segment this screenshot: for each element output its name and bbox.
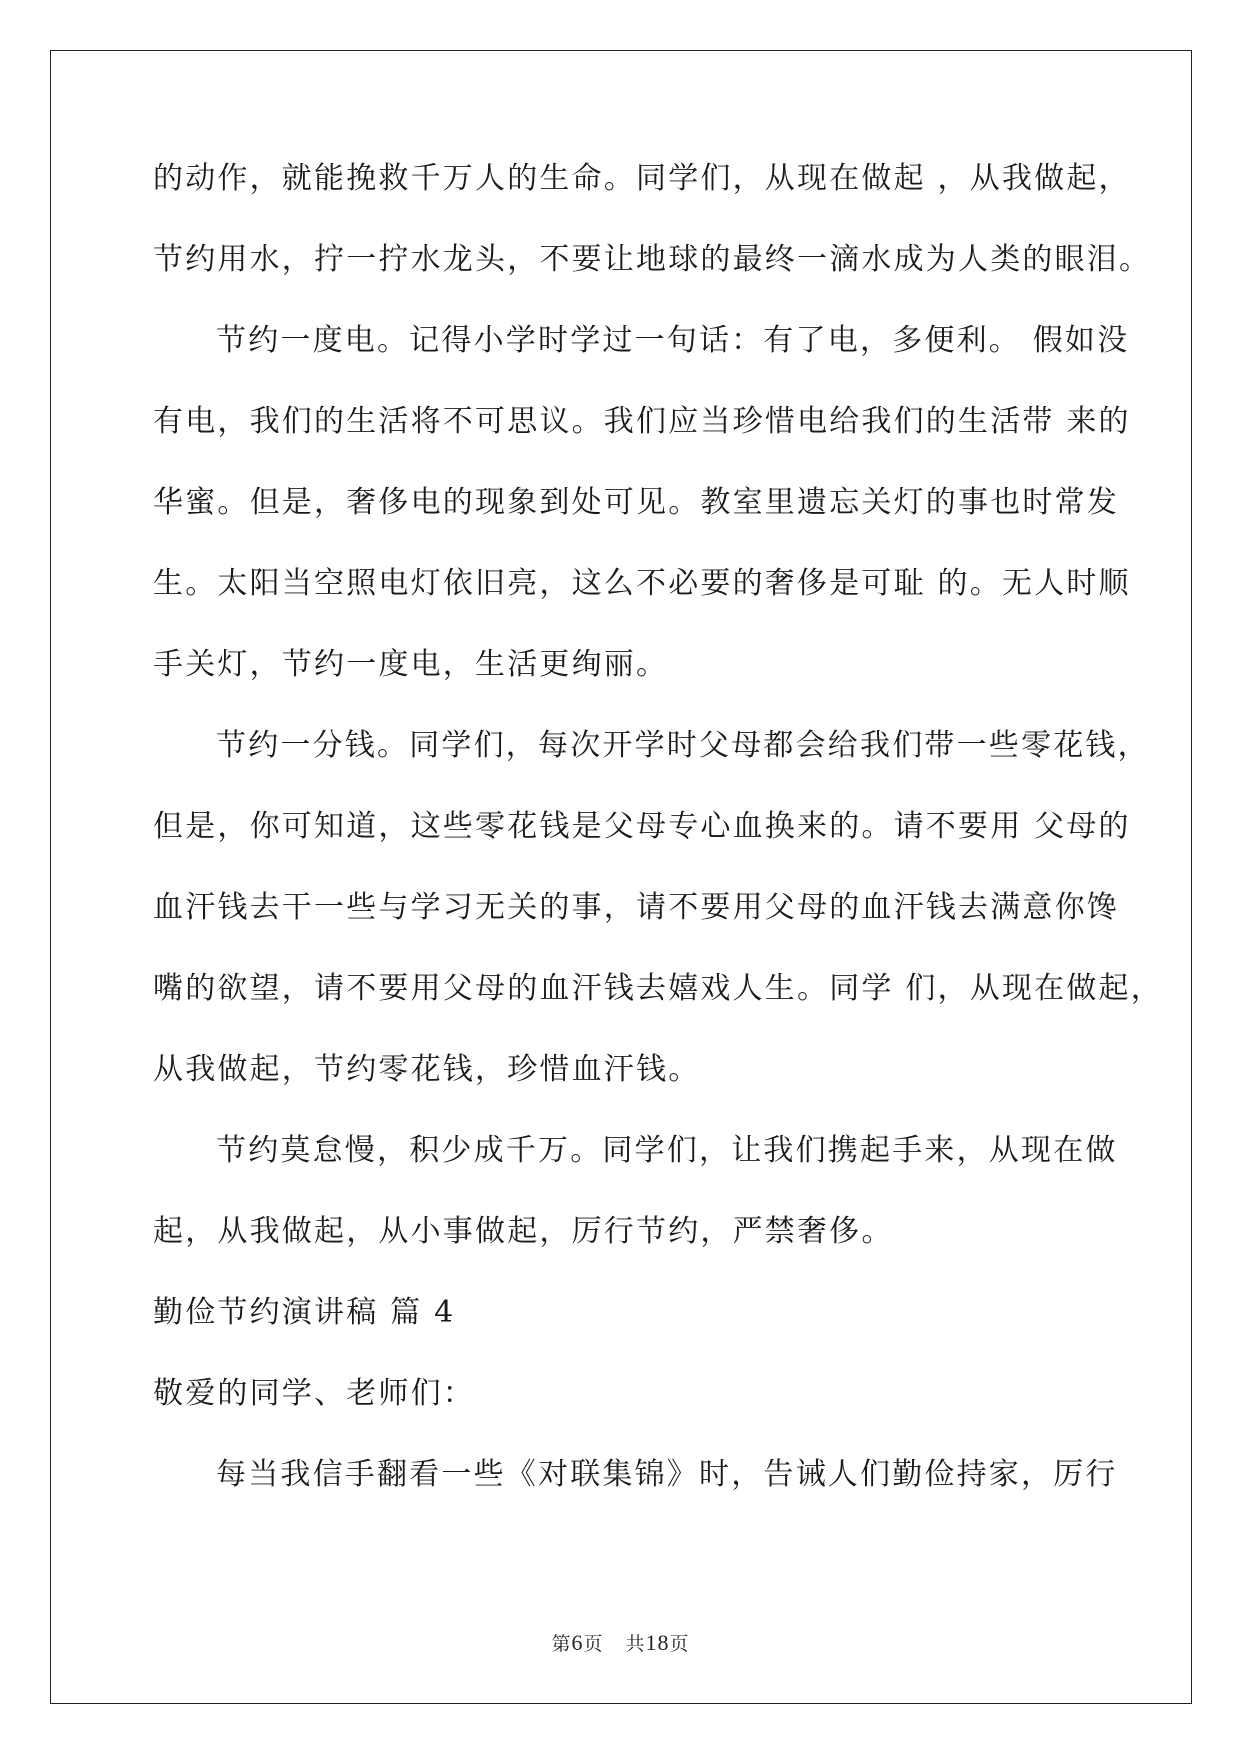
text-line: 血汗钱去干一些与学习无关的事，请不要用父母的血汗钱去满意你馋 — [153, 890, 1119, 925]
page-label-suffix: 页 — [583, 1633, 604, 1655]
current-page-number: 6 — [571, 1630, 584, 1655]
paragraph-start-line: 每当我信手翻看一些《对联集锦》时，告诫人们勤俭持家，厉行 — [216, 1457, 1118, 1492]
text-line: 起，从我做起，从小事做起，厉行节约，严禁奢侈。 — [153, 1214, 894, 1249]
page-footer — [0, 1629, 1241, 1656]
total-label-suffix: 页 — [669, 1633, 690, 1655]
text-line: 从我做起，节约零花钱，珍惜血汗钱。 — [153, 1052, 701, 1087]
text-line: 华蜜。但是，奢侈电的现象到处可见。教室里遗忘关灯的事也时常发 — [153, 485, 1119, 520]
paragraph-start-line: 节约一度电。记得小学时学过一句话：有了电，多便利。 假如没 — [216, 323, 1130, 358]
paragraph-start-line: 节约莫怠慢，积少成千万。同学们，让我们携起手来，从现在做 — [216, 1133, 1118, 1168]
text-line: 节约用水，拧一拧水龙头，不要让地球的最终一滴水成为人类的眼泪。 — [153, 242, 1152, 277]
section-heading: 勤俭节约演讲稿 篇 4 — [153, 1295, 456, 1330]
text-line: 但是，你可知道，这些零花钱是父母专心血换来的。请不要用 父母的 — [153, 809, 1131, 844]
paragraph-start-line: 节约一分钱。同学们，每次开学时父母都会给我们带一些零花钱， — [216, 728, 1150, 763]
salutation: 敬爱的同学、老师们： — [153, 1376, 475, 1411]
text-line: 手关灯，节约一度电，生活更绚丽。 — [153, 647, 669, 682]
total-page-count: 18 — [645, 1630, 670, 1655]
text-line: 生。太阳当空照电灯依旧亮，这么不必要的奢侈是可耻 的。无人时顺 — [153, 566, 1131, 601]
total-label-prefix: 共 — [625, 1633, 646, 1655]
text-line: 有电，我们的生活将不可思议。我们应当珍惜电给我们的生活带 来的 — [153, 404, 1131, 439]
text-line: 嘴的欲望，请不要用父母的血汗钱去嬉戏人生。同学 们，从现在做起， — [153, 971, 1163, 1006]
document-body — [153, 161, 1163, 1538]
text-line: 的动作，就能挽救千万人的生命。同学们，从现在做起 ，从我做起， — [153, 161, 1131, 196]
page-label-prefix: 第 — [551, 1633, 572, 1655]
